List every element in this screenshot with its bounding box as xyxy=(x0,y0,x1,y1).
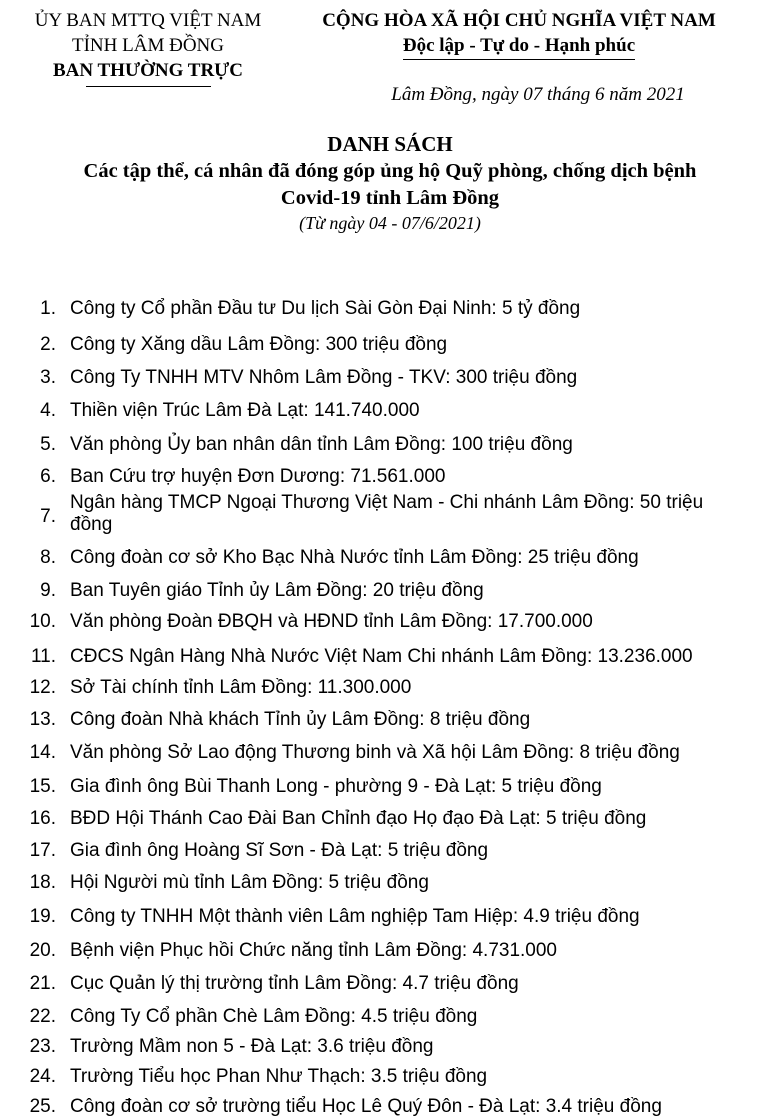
list-item-number: 7. xyxy=(40,506,56,527)
list-item-text: Sở Tài chính tỉnh Lâm Đồng: 11.300.000 xyxy=(70,677,412,698)
document-date-range: (Từ ngày 04 - 07/6/2021) xyxy=(299,213,481,233)
list-item-text: Công ty Xăng dầu Lâm Đồng: 300 triệu đồng xyxy=(70,334,448,355)
list-item-text: Cục Quản lý thị trường tỉnh Lâm Đồng: 4.7 triệu đồng xyxy=(70,973,519,994)
list-item-text: Văn phòng Đoàn ĐBQH và HĐND tỉnh Lâm Đồng: 17.700.000 xyxy=(70,611,593,632)
list-item-number: 4. xyxy=(40,400,56,421)
list-item-text: Công ty Cổ phần Đầu tư Du lịch Sài Gòn Đại Ninh: 5 tỷ đồng xyxy=(70,298,581,319)
list-item-number: 15. xyxy=(29,776,56,797)
list-item-text: Công đoàn cơ sở trường tiểu Học Lê Quý Đôn - Đà Lạt: 3.4 triệu đồng xyxy=(70,1096,662,1117)
list-item-number: 13. xyxy=(29,709,56,730)
list-item-text: Trường Mầm non 5 - Đà Lạt: 3.6 triệu đồng xyxy=(70,1036,434,1057)
document-title: DANH SÁCH xyxy=(327,132,453,156)
list-item-text: Trường Tiểu học Phan Như Thạch: 3.5 triệu đồng xyxy=(70,1066,488,1087)
list-item-number: 23. xyxy=(29,1036,56,1057)
list-item-text: Thiền viện Trúc Lâm Đà Lạt: 141.740.000 xyxy=(70,400,420,421)
agency-header xyxy=(18,8,278,87)
list-item-number: 19. xyxy=(29,906,56,927)
list-item-text: Gia đình ông Bùi Thanh Long - phường 9 - Đà Lạt: 5 triệu đồng xyxy=(70,776,602,797)
list-item-number: 2. xyxy=(40,334,56,355)
agency-line-2: TỈNH LÂM ĐỒNG xyxy=(72,35,224,56)
list-item-number: 17. xyxy=(29,840,56,861)
title-block xyxy=(0,130,780,234)
list-item-text: Ban Tuyên giáo Tỉnh ủy Lâm Đồng: 20 triệu đồng xyxy=(70,580,484,601)
list-item-text: Công đoàn Nhà khách Tỉnh ủy Lâm Đồng: 8 triệu đồng xyxy=(70,709,531,730)
list-item-number: 18. xyxy=(29,872,56,893)
list-item-number: 10. xyxy=(29,611,56,632)
list-item-text: Văn phòng Sở Lao động Thương binh và Xã hội Lâm Đồng: 8 triệu đồng xyxy=(70,742,680,763)
list-item-text: Bệnh viện Phục hồi Chức năng tỉnh Lâm Đồng: 4.731.000 xyxy=(70,940,557,961)
list-item-number: 16. xyxy=(29,808,56,829)
document-date: Lâm Đồng, ngày 07 tháng 6 năm 2021 xyxy=(391,84,685,105)
list-item-number: 8. xyxy=(40,547,56,568)
list-item-number: 21. xyxy=(29,973,56,994)
list-item-text: Văn phòng Ủy ban nhân dân tỉnh Lâm Đồng: 100 triệu đồng xyxy=(70,434,573,455)
list-item-text: BĐD Hội Thánh Cao Đài Ban Chỉnh đạo Họ đạo Đà Lạt: 5 triệu đồng xyxy=(70,808,647,829)
list-item-text: Công Ty Cổ phần Chè Lâm Đồng: 4.5 triệu đồng xyxy=(70,1006,478,1027)
agency-line-3: BAN THƯỜNG TRỰC xyxy=(52,60,244,81)
list-item-number: 14. xyxy=(29,742,56,763)
list-item-text: Ban Cứu trợ huyện Đơn Dương: 71.561.000 xyxy=(70,466,446,487)
national-header xyxy=(300,8,738,60)
list-item-text: Gia đình ông Hoàng Sĩ Sơn - Đà Lạt: 5 triệu đồng xyxy=(70,840,489,861)
list-item-number: 12. xyxy=(29,677,56,698)
list-item-number: 6. xyxy=(40,466,56,487)
national-title: CỘNG HÒA XÃ HỘI CHỦ NGHĨA VIỆT NAM xyxy=(322,10,716,31)
list-item-number: 22. xyxy=(29,1006,56,1027)
document-subtitle: Các tập thể, cá nhân đã đóng góp ủng hộ Quỹ phòng, chống dịch bệnh Covid-19 tỉnh Lâm Đồng xyxy=(83,160,697,209)
list-item-text: Công Ty TNHH MTV Nhôm Lâm Đồng - TKV: 300 triệu đồng xyxy=(70,367,578,388)
list-item-number: 5. xyxy=(40,434,56,455)
list-item-number: 25. xyxy=(29,1096,56,1117)
list-item-number: 9. xyxy=(40,580,56,601)
list-item-text: Công đoàn cơ sở Kho Bạc Nhà Nước tỉnh Lâm Đồng: 25 triệu đồng xyxy=(70,547,639,568)
list-item-number: 24. xyxy=(29,1066,56,1087)
list-item-number: 3. xyxy=(40,367,56,388)
national-motto: Độc lập - Tự do - Hạnh phúc xyxy=(403,33,635,60)
list-item-text: Hội Người mù tỉnh Lâm Đồng: 5 triệu đồng xyxy=(70,872,429,893)
list-item-number: 20. xyxy=(29,940,56,961)
list-item-text: CĐCS Ngân Hàng Nhà Nước Việt Nam Chi nhánh Lâm Đồng: 13.236.000 xyxy=(70,646,693,667)
list-item-text: Công ty TNHH Một thành viên Lâm nghiệp Tam Hiệp: 4.9 triệu đồng xyxy=(70,906,640,927)
list-item-number: 11. xyxy=(30,646,56,667)
agency-line-1: ỦY BAN MTTQ VIỆT NAM xyxy=(34,10,262,31)
list-item-number: 1. xyxy=(40,298,56,319)
agency-underline xyxy=(86,86,211,87)
list-item-text: Ngân hàng TMCP Ngoại Thương Việt Nam - Chi nhánh Lâm Đồng: 50 triệu đồng xyxy=(70,492,704,535)
